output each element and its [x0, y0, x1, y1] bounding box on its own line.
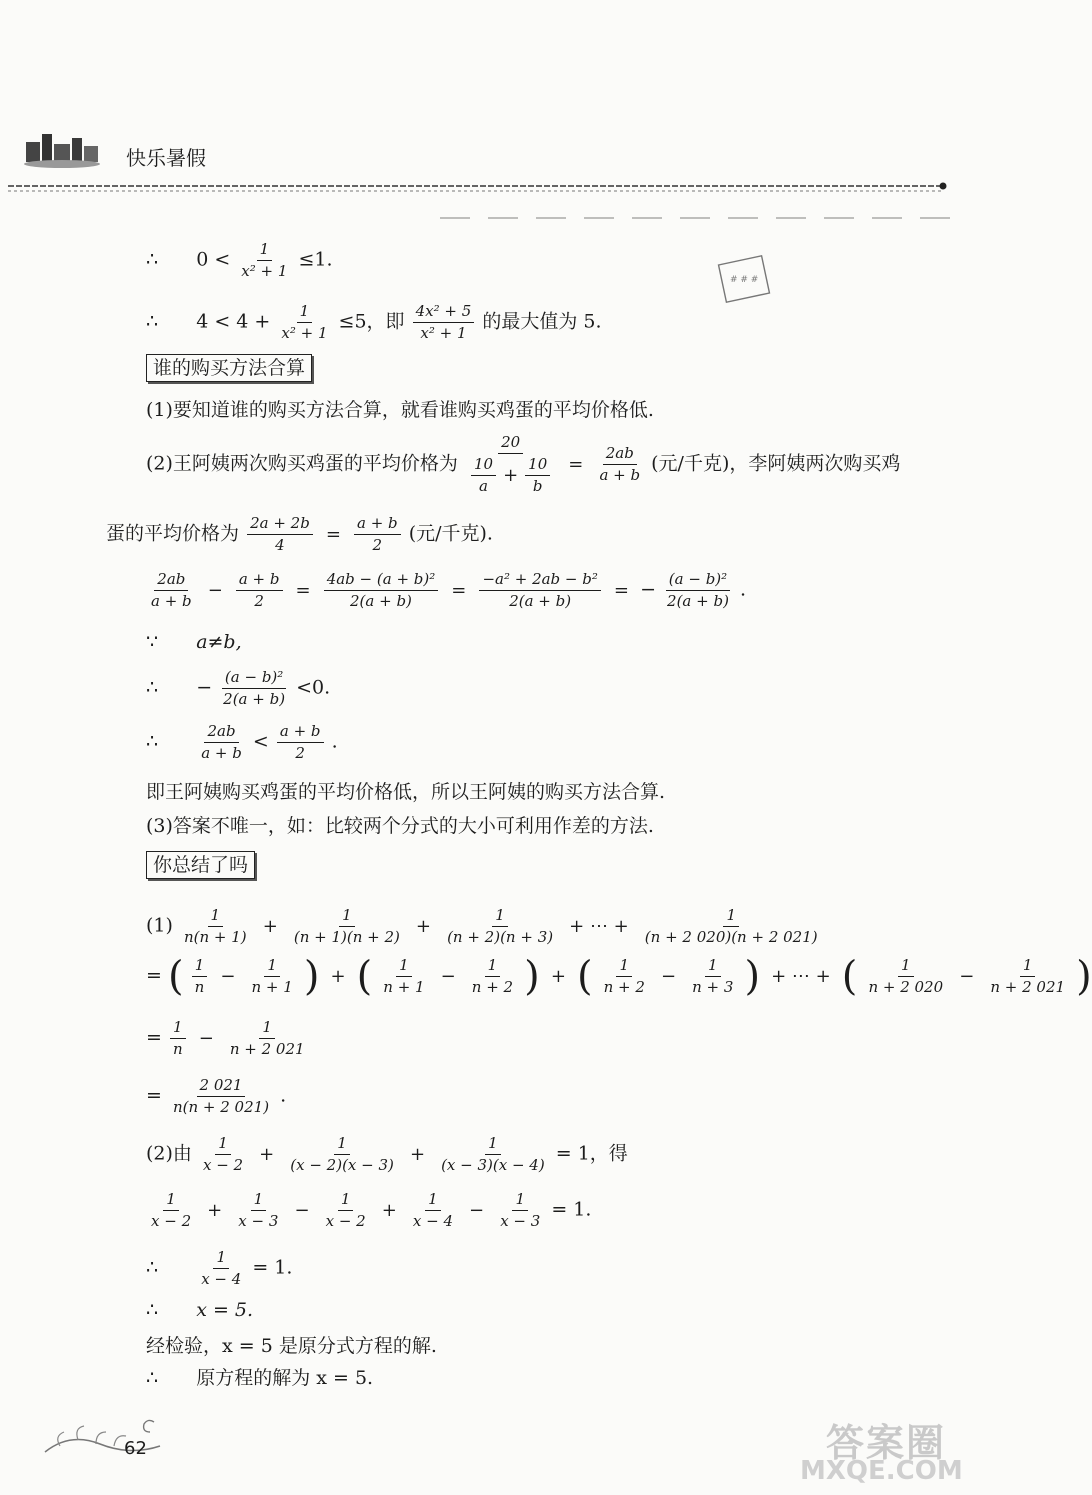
equation-line-3 — [146, 1248, 292, 1289]
period: . — [280, 1084, 287, 1107]
text: <0. — [296, 676, 331, 699]
fraction — [278, 302, 330, 343]
fraction — [198, 722, 245, 763]
numerator: 1 — [257, 240, 273, 261]
numerator: 1 — [898, 956, 914, 977]
header-rule-secondary — [440, 206, 960, 212]
right-paren: ) — [303, 953, 320, 1000]
text: (元/千克). — [408, 522, 493, 545]
sum-line-2 — [146, 953, 1092, 1000]
fraction — [148, 570, 195, 611]
numerator: 2ab — [154, 570, 188, 591]
minus-sign: − — [469, 1199, 485, 1221]
sum-line-4 — [146, 1076, 286, 1117]
paragraph: 即王阿姨购买鸡蛋的平均价格低，所以王阿姨的购买方法合算. — [146, 781, 666, 803]
header-logo — [22, 128, 102, 168]
numerator: 1 — [259, 1018, 275, 1039]
denominator: 2(a + b) — [667, 592, 729, 610]
denominator: (x − 3)(x − 4) — [441, 1156, 545, 1174]
minus-sign: − — [196, 676, 213, 699]
numerator: 1 — [208, 906, 224, 927]
ineq-left: 4 < 4 + — [196, 310, 271, 333]
numerator: 4x² + 5 — [413, 302, 475, 323]
numerator: 4ab − (a + b)² — [324, 570, 439, 591]
complex-fraction — [466, 433, 555, 496]
text: a≠b, — [196, 631, 242, 653]
fraction — [291, 906, 403, 947]
denominator: 4 — [275, 536, 285, 554]
denominator: a + b — [151, 592, 192, 610]
denominator: a — [479, 477, 488, 495]
numerator: 1 — [192, 956, 208, 977]
ineq-mid: ≤5，即 — [338, 310, 405, 333]
fraction — [413, 302, 475, 343]
denominator: x − 4 — [412, 1212, 453, 1230]
fraction — [287, 1134, 397, 1175]
equals-sign: = — [613, 579, 630, 601]
minus-sign: − — [660, 965, 677, 987]
equals-sign: = — [146, 1026, 162, 1049]
numerator: 1 — [1020, 956, 1036, 977]
denominator: n + 2 020 — [868, 978, 944, 996]
numerator: a + b — [277, 722, 324, 743]
section-heading: 谁的购买方法合算 — [146, 354, 312, 382]
fraction — [689, 956, 736, 997]
check-line: 经检验，x = 5 是原分式方程的解. — [146, 1335, 437, 1357]
denominator: n + 3 — [692, 978, 734, 996]
minus-sign: − — [198, 1027, 214, 1049]
denominator: n + 1 — [251, 978, 293, 996]
therefore-symbol: ∴ — [146, 1299, 159, 1321]
numerator: 1 — [170, 1018, 186, 1039]
header-rule — [8, 178, 948, 188]
ineq-left: 0 < — [196, 248, 231, 271]
denominator: (n + 1)(n + 2) — [293, 928, 400, 946]
numerator: 1 — [339, 906, 355, 927]
numerator: 2 021 — [197, 1076, 246, 1097]
equals-sign: = — [146, 1084, 162, 1107]
period: . — [331, 730, 338, 753]
numerator: a + b — [236, 570, 283, 591]
numerator: 10 — [525, 455, 550, 476]
numerator: (a − b)² — [222, 668, 286, 689]
text: = 1. — [551, 1198, 592, 1221]
fraction — [525, 455, 550, 496]
numerator: 1 — [334, 1134, 350, 1155]
paragraph-avg-price — [146, 433, 900, 496]
fraction — [192, 956, 208, 997]
denominator: x² + 1 — [241, 262, 288, 280]
denominator: n(n + 2 021) — [172, 1098, 270, 1116]
equals-sign: = — [568, 453, 584, 475]
text: = 1. — [252, 1256, 293, 1279]
minus-sign: − — [440, 965, 456, 987]
plus-sign: + — [259, 1143, 275, 1165]
denominator: x − 2 — [151, 1212, 192, 1230]
fraction — [497, 1190, 543, 1231]
plus-sign: + — [550, 965, 566, 987]
plus-sign: + — [262, 915, 278, 937]
numerator: 1 — [396, 956, 412, 977]
item-label: (1) — [146, 914, 173, 937]
less-than: < — [252, 730, 269, 753]
denominator: n + 2 021 — [990, 978, 1066, 996]
ineq-right: ≤1. — [298, 248, 333, 271]
denominator: a + b — [201, 744, 242, 762]
fraction — [200, 1134, 246, 1175]
denominator: x − 3 — [238, 1212, 279, 1230]
denominator: n — [172, 1040, 183, 1058]
left-paren: ( — [841, 953, 858, 1000]
fraction — [438, 1134, 548, 1175]
ellipsis: + ⋯ + — [569, 915, 629, 937]
denominator: x − 3 — [500, 1212, 541, 1230]
numerator: 1 — [512, 1190, 528, 1211]
watermark-text: MXQE.COM — [800, 1456, 963, 1486]
fraction — [354, 514, 401, 555]
minus-sign: − — [640, 578, 656, 601]
plus-sign: + — [409, 1143, 426, 1165]
numerator: 2ab — [603, 444, 637, 465]
denominator: 2(a + b) — [509, 592, 572, 610]
plus-sign: + — [415, 915, 432, 937]
numerator: 10 — [471, 455, 496, 476]
watermark-logo: 答案圈 — [826, 1421, 947, 1465]
minus-sign: − — [207, 579, 223, 601]
fraction — [170, 1018, 186, 1059]
fraction — [170, 1076, 272, 1117]
fraction — [235, 1190, 281, 1231]
numerator: 2a + 2b — [247, 514, 313, 535]
denominator: b — [532, 477, 543, 495]
numerator: 2ab — [204, 722, 238, 743]
denominator: n + 2 — [603, 978, 645, 996]
fraction — [236, 570, 283, 611]
numerator: 1 — [163, 1190, 179, 1211]
denominator: x − 2 — [202, 1156, 244, 1174]
fraction — [987, 956, 1068, 997]
denominator: n(n + 1) — [183, 928, 247, 946]
denominator: (x − 2)(x − 3) — [290, 1156, 394, 1174]
numerator: 1 — [485, 956, 501, 977]
fraction — [220, 668, 288, 709]
numerator: (a − b)² — [666, 570, 730, 591]
text: (2)王阿姨两次购买鸡蛋的平均价格为 — [146, 452, 458, 475]
vine-ornament — [40, 1412, 170, 1472]
equals-sign: = — [295, 579, 311, 601]
numerator: 1 — [213, 1248, 229, 1269]
equation-line-2 — [146, 1190, 591, 1231]
minus-sign: − — [220, 965, 236, 987]
right-paren: ) — [1076, 953, 1092, 1000]
plus-sign: + — [381, 1199, 397, 1221]
denominator: n + 1 — [383, 978, 425, 996]
text: = 1，得 — [555, 1142, 628, 1165]
denominator: n + 2 021 — [229, 1040, 305, 1058]
denominator: 2 — [372, 536, 383, 554]
fraction — [238, 240, 290, 281]
negative-line — [146, 668, 330, 709]
paragraph-cont — [106, 514, 493, 555]
denominator: a + b — [599, 466, 641, 484]
therefore-symbol: ∴ — [146, 248, 159, 271]
text: (2)由 — [146, 1142, 192, 1165]
because-line — [146, 630, 242, 654]
therefore-symbol: ∴ — [146, 676, 159, 699]
fraction — [865, 956, 946, 997]
fraction — [601, 956, 648, 997]
fraction — [479, 570, 600, 611]
therefore-symbol: ∴ — [146, 730, 159, 753]
denominator — [466, 454, 555, 496]
numerator: 1 — [492, 906, 508, 927]
numerator: 1 — [425, 1190, 441, 1211]
therefore-symbol: ∴ — [146, 1367, 159, 1389]
fraction — [471, 455, 496, 496]
page-number: 62 — [124, 1438, 147, 1459]
right-paren: ) — [524, 953, 540, 1000]
fraction — [664, 570, 732, 611]
minus-sign: − — [959, 965, 975, 987]
ellipsis: + ⋯ + — [771, 965, 831, 987]
left-paren: ( — [167, 953, 184, 1000]
numerator: 1 — [215, 1134, 231, 1155]
numerator: 1 — [723, 906, 739, 927]
denominator: n — [194, 978, 205, 996]
final-line — [146, 1366, 373, 1390]
fraction — [324, 570, 439, 611]
fraction — [323, 1190, 369, 1231]
therefore-symbol: ∴ — [146, 1256, 159, 1279]
equals-sign: = — [325, 523, 341, 545]
fraction — [469, 956, 516, 997]
stamp-mark — [716, 254, 772, 304]
denominator: 2(a + b) — [223, 690, 286, 708]
text: (元/千克)，李阿姨两次购买鸡 — [651, 452, 901, 475]
equals-sign: = — [451, 579, 467, 601]
fraction — [148, 1190, 194, 1231]
numerator: −a² + 2ab − b² — [479, 570, 600, 591]
fraction — [198, 1248, 244, 1289]
fraction — [642, 906, 821, 947]
fraction — [247, 514, 313, 555]
numerator: 1 — [616, 956, 632, 977]
numerator: 1 — [264, 956, 280, 977]
fraction — [277, 722, 324, 763]
fraction — [444, 906, 556, 947]
paragraph: (3)答案不唯一，如：比较两个分式的大小可利用作差的方法. — [146, 815, 654, 837]
fraction — [181, 906, 250, 947]
denominator: n + 2 — [471, 978, 514, 996]
period: . — [739, 578, 747, 601]
numerator: 1 — [338, 1190, 354, 1211]
line-1 — [146, 240, 333, 281]
denominator: (n + 2)(n + 3) — [447, 928, 554, 946]
line-2 — [146, 302, 602, 343]
denominator: x − 4 — [201, 1270, 242, 1288]
ineq-tail: 的最大值为 5. — [482, 310, 602, 333]
equation-line-4 — [146, 1298, 253, 1322]
difference-line — [146, 570, 746, 611]
numerator: a + b — [354, 514, 401, 535]
because-symbol: ∵ — [146, 631, 159, 653]
left-paren: ( — [576, 953, 593, 1000]
fraction — [596, 444, 643, 485]
denominator: (n + 2 020)(n + 2 021) — [644, 928, 818, 946]
left-paren: ( — [356, 953, 373, 1000]
denominator: 2 — [295, 744, 305, 762]
minus-sign: − — [294, 1199, 310, 1221]
fraction — [248, 956, 295, 997]
header-title: 快乐暑假 — [126, 146, 206, 170]
text: 蛋的平均价格为 — [106, 522, 240, 545]
plus-sign: + — [207, 1199, 223, 1221]
numerator: 1 — [485, 1134, 501, 1155]
text: 原方程的解为 x = 5. — [196, 1367, 374, 1389]
denominator: 2 — [254, 592, 264, 610]
denominator: x² + 1 — [281, 324, 328, 342]
compare-line — [146, 722, 338, 763]
plus-sign: + — [330, 965, 346, 987]
fraction — [410, 1190, 456, 1231]
numerator: 1 — [251, 1190, 267, 1211]
fraction — [380, 956, 427, 997]
svg-text:# # #: # # # — [730, 275, 759, 285]
fraction — [227, 1018, 308, 1059]
plus-sign: + — [503, 465, 519, 486]
text: x = 5. — [196, 1299, 254, 1321]
denominator: 2(a + b) — [350, 592, 412, 610]
equation-line-1 — [146, 1134, 628, 1175]
sum-line-3 — [146, 1018, 310, 1059]
denominator: x² + 1 — [420, 324, 467, 342]
equals-sign: = — [146, 964, 162, 987]
therefore-symbol: ∴ — [146, 310, 159, 333]
denominator: x − 2 — [325, 1212, 366, 1230]
numerator: 1 — [705, 956, 721, 977]
section-heading: 你总结了吗 — [146, 851, 255, 879]
numerator: 20 — [498, 433, 523, 454]
numerator: 1 — [297, 302, 313, 323]
right-paren: ) — [744, 953, 761, 1000]
sum-line-1 — [146, 906, 823, 947]
paragraph: (1)要知道谁的购买方法合算，就看谁购买鸡蛋的平均价格低. — [146, 399, 654, 421]
